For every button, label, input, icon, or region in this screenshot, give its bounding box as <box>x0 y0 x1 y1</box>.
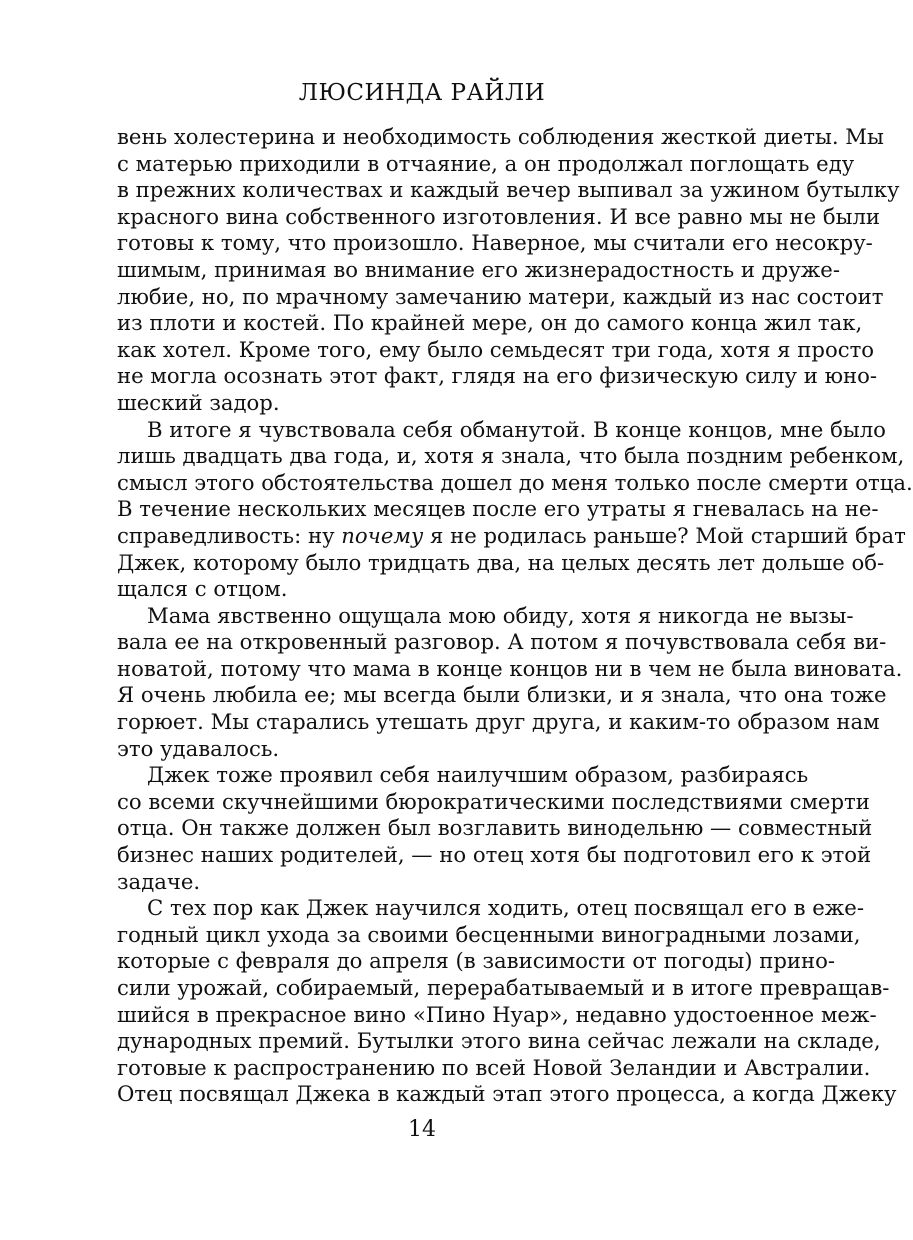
text-line: любие, но, по мрачному замечанию матери, каждый из нас состоит <box>117 283 884 309</box>
emphasis-word: почему <box>341 522 424 548</box>
text-line: со всеми скучнейшими бюрократическими последствиями смерти <box>117 788 870 814</box>
text-line: сили урожай, собираемый, перерабатываемый и в итоге превращав- <box>117 975 890 1000</box>
text-line: Отец посвящал Джека в каждый этап этого процесса, а когда Джеку <box>117 1081 897 1107</box>
text-line: щался с отцом. <box>117 576 288 602</box>
text-segment: справедливость: ну <box>117 522 342 548</box>
paragraph-2 <box>117 416 913 603</box>
text-line: С тех пор как Джек научился ходить, отец посвящал его в еже- <box>147 895 864 921</box>
text-line: новатой, потому что мама в конце концов ни в чем не была виновата. <box>117 655 903 681</box>
text-line: лишь двадцать два года, и, хотя я знала, что была поздним ребенком, <box>117 443 905 469</box>
paragraph-5 <box>117 895 897 1108</box>
text-line: В течение нескольких месяцев после его утраты я гневалась на не- <box>117 496 879 522</box>
text-line: шеский задор. <box>117 389 280 415</box>
text-line <box>117 522 906 550</box>
text-line: Джек, которому было тридцать два, на целых десять лет дольше об- <box>117 549 885 575</box>
text-line: с матерью приходили в отчаяние, а он продолжал поглощать еду <box>117 150 855 176</box>
text-line: В итоге я чувствовала себя обманутой. В конце концов, мне было <box>147 416 886 442</box>
text-line: годный цикл ухода за своими бесценными виноградными лозами, <box>117 921 861 947</box>
text-line: не могла осознать этот факт, глядя на его физическую силу и юно- <box>117 363 878 389</box>
text-line: дународных премий. Бутылки этого вина сейчас лежали на складе, <box>117 1028 881 1054</box>
text-line: смысл этого обстоятельства дошел до меня только после смерти отца. <box>117 469 913 495</box>
text-line: готовы к тому, что произошло. Наверное, мы считали его несокру- <box>117 230 873 256</box>
text-line: задаче. <box>117 868 201 894</box>
page-number: 14 <box>408 1117 436 1142</box>
text-line: вень холестерина и необходимость соблюдения жесткой диеты. Мы <box>117 124 884 149</box>
text-line: как хотел. Кроме того, ему было семьдесят три года, хотя я просто <box>117 336 875 362</box>
body-text <box>117 124 913 1108</box>
text-line: бизнес наших родителей, — но отец хотя бы подготовил его к этой <box>117 842 872 868</box>
paragraph-3 <box>117 602 903 763</box>
text-line: это удавалось. <box>117 735 280 761</box>
text-line: горюет. Мы старались утешать друг друга, и каким-то образом нам <box>117 709 880 735</box>
running-head: ЛЮСИНДА РАЙЛИ <box>298 80 546 106</box>
text-line: готовые к распространению по всей Новой Зеландии и Австралии. <box>117 1054 871 1080</box>
text-line: из плоти и костей. По крайней мере, он до самого конца жил так, <box>117 310 863 336</box>
text-line: красного вина собственного изготовления. И все равно мы не были <box>117 203 881 229</box>
paragraph-4 <box>117 762 873 895</box>
text-line: Я очень любила ее; мы всегда были близки, и я знала, что она тоже <box>117 682 887 708</box>
paragraph-1 <box>117 124 900 417</box>
text-line: в прежних количествах и каждый вечер выпивал за ужином бутылку <box>117 177 900 203</box>
text-line: Джек тоже проявил себя наилучшим образом, разбираясь <box>147 762 809 788</box>
text-line: шийся в прекрасное вино «Пино Нуар», недавно удостоенное меж- <box>117 1001 877 1027</box>
text-line: отца. Он также должен был возглавить винодельню — совместный <box>117 815 873 841</box>
text-line: Мама явственно ощущала мою обиду, хотя я никогда не вызы- <box>147 602 854 628</box>
text-line: вала ее на откровенный разговор. А потом я почувствовала себя ви- <box>117 629 887 655</box>
text-segment: я не родилась раньше? Мой старший брат <box>423 522 906 548</box>
text-line: шимым, принимая во внимание его жизнерадостность и друже- <box>117 256 840 282</box>
text-line: которые с февраля до апреля (в зависимости от погоды) прино- <box>117 948 836 974</box>
